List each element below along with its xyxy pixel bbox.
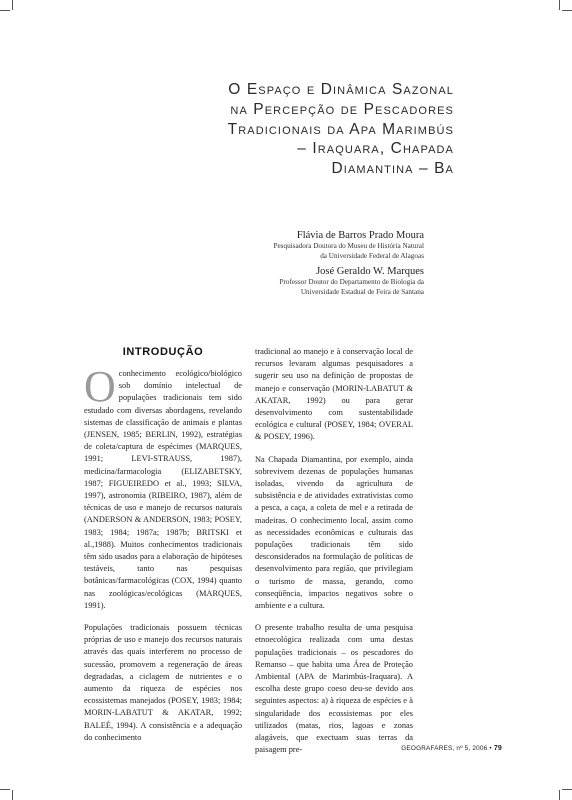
title-line-3: Tradicionais da Apa Marimbús: [227, 120, 454, 138]
author-affiliation: Universidade Estadual de Feira de Santana: [300, 287, 424, 296]
crop-mark-bottom-right: [562, 789, 572, 790]
crop-mark-top-right-v: [559, 0, 560, 10]
crop-mark-top-right: [562, 10, 572, 11]
left-column: [84, 346, 242, 754]
right-paragraph-1: tradicional ao manejo e à conservação local de recursos levaram algumas pesquisadores a sugerir seu uso na definição de propostas de manejo e conservação (MORIN-LABATUT & AKATAR, 1992) ou para gerar desenvolvimento com sustentabilidade ecológica e cultural (POSEY, 1984; OVERAL & POSEY, 1996).: [255, 347, 413, 442]
paragraph-text: conhecimento ecológico/biológico sob domínio intelectual de populações tradicionais tem sido estudado com diversas abordagens, revelando sistemas de classificação de animais e plantas (JENSEN, 1985; BERLIN, 1992), estratégias de coleta/captura de espécimes (MARQUES, 1991; LEVI-STRAUSS, 1987), medicina/farmacologia (ELIZABETSKY, 1987; FIGUEIREDO et al., 1993; SILVA, 1997), astronomia (RIBEIRO, 1987), além de técnicas de uso e manejo de recursos naturais (ANDERSON & ANDERSON, 1983; POSEY, 1983; 1984; 1987a; 1987b; BRITSKI et al.,1988). Muitos conhecimentos tradicionais têm sido usados para a elaboração de hipóteses testáveis, tanto nas pesquisas botânicas/farmacológicas (COX, 1994) quanto nas zoológicas/ecológicas (MARQUES, 1991).: [84, 369, 242, 610]
author-affiliation: Pesquisadora Doutora do Museu de História Natural: [273, 242, 424, 250]
crop-mark-top-left-v: [12, 0, 13, 10]
author-affiliation: da Universidade Federal de Alagoas: [320, 251, 424, 260]
drop-cap: O: [84, 362, 116, 411]
article-title: [94, 80, 454, 179]
author-block-1: [273, 229, 424, 261]
page-number: 79: [493, 745, 502, 752]
author-name: José Geraldo W. Marques: [316, 266, 424, 277]
right-column: [255, 346, 413, 767]
journal-citation: GEOGRAFARES, nº 5, 2006 •: [401, 745, 492, 752]
page-footer: [401, 745, 502, 752]
right-paragraph-2: Na Chapada Diamantina, por exemplo, ainda sobrevivem dezenas de populações humanas isoladas, vivendo da agricultura de subsistência e de atividades extrativistas como a pesca, a caça, a coleta de mel e a retirada de madeiras. O conhecimento local, assim como as necessidades econômicas e culturais das populações tradicionais têm sido desconsiderados na formulação de políticas de desenvolvimento para região, que privilegiam o turismo de massa, gerando, como conseqüência, impactos negativos sobre o ambiente e a cultura.: [255, 454, 413, 611]
title-line-1: O Espaço e Dinâmica Sazonal: [228, 81, 454, 98]
crop-mark-bottom-left: [0, 789, 10, 790]
crop-mark-bottom-right-v: [559, 790, 560, 800]
title-line-2: na Percepção de Pescadores: [230, 100, 454, 118]
right-paragraph-3: O presente trabalho resulta de uma pesquisa etnoecológica realizada com uma destas populações tradicionais – os pescadores do Remanso – que habita uma Área de Proteção Ambiental (APA de Marimbús-Iraquara). A escolha deste grupo coeso deu-se devido aos seguintes aspectos: a) à riqueza de espécies e à singularidade dos ecossistemas por eles utilizados (matas, rios, lagoas e zonas alagáveis, que exectuam suas terras da paisagem pre-: [255, 623, 413, 755]
title-line-4: – Iraquara, Chapada: [297, 140, 454, 158]
intro-paragraph-2: Populações tradicionais possuem técnicas próprias de uso e manejo dos recursos naturais através das quais interferem no processo de sucessão, promovem a regeneração de áreas degradadas, a ciclagem de nutrientes e o aumento da riqueza de espécies nos ecossistemas manejados (POSEY, 1983; 1984; MORIN-LABATUT & AKATAR, 1992; BALEÉ, 1994). A consistência e a adequação do conhecimento: [84, 623, 242, 742]
author-block-2: [279, 265, 424, 297]
author-name: Flávia de Barros Prado Moura: [296, 230, 424, 241]
crop-mark-bottom-left-v: [12, 790, 13, 800]
intro-paragraph-1: [84, 362, 242, 612]
crop-mark-top-left: [0, 10, 10, 11]
author-affiliation: Professor Doutor do Departamento de Biologia da: [279, 278, 424, 286]
section-heading: INTRODUÇÃO: [122, 346, 204, 358]
title-line-5: Diamantina – Ba: [331, 160, 454, 178]
